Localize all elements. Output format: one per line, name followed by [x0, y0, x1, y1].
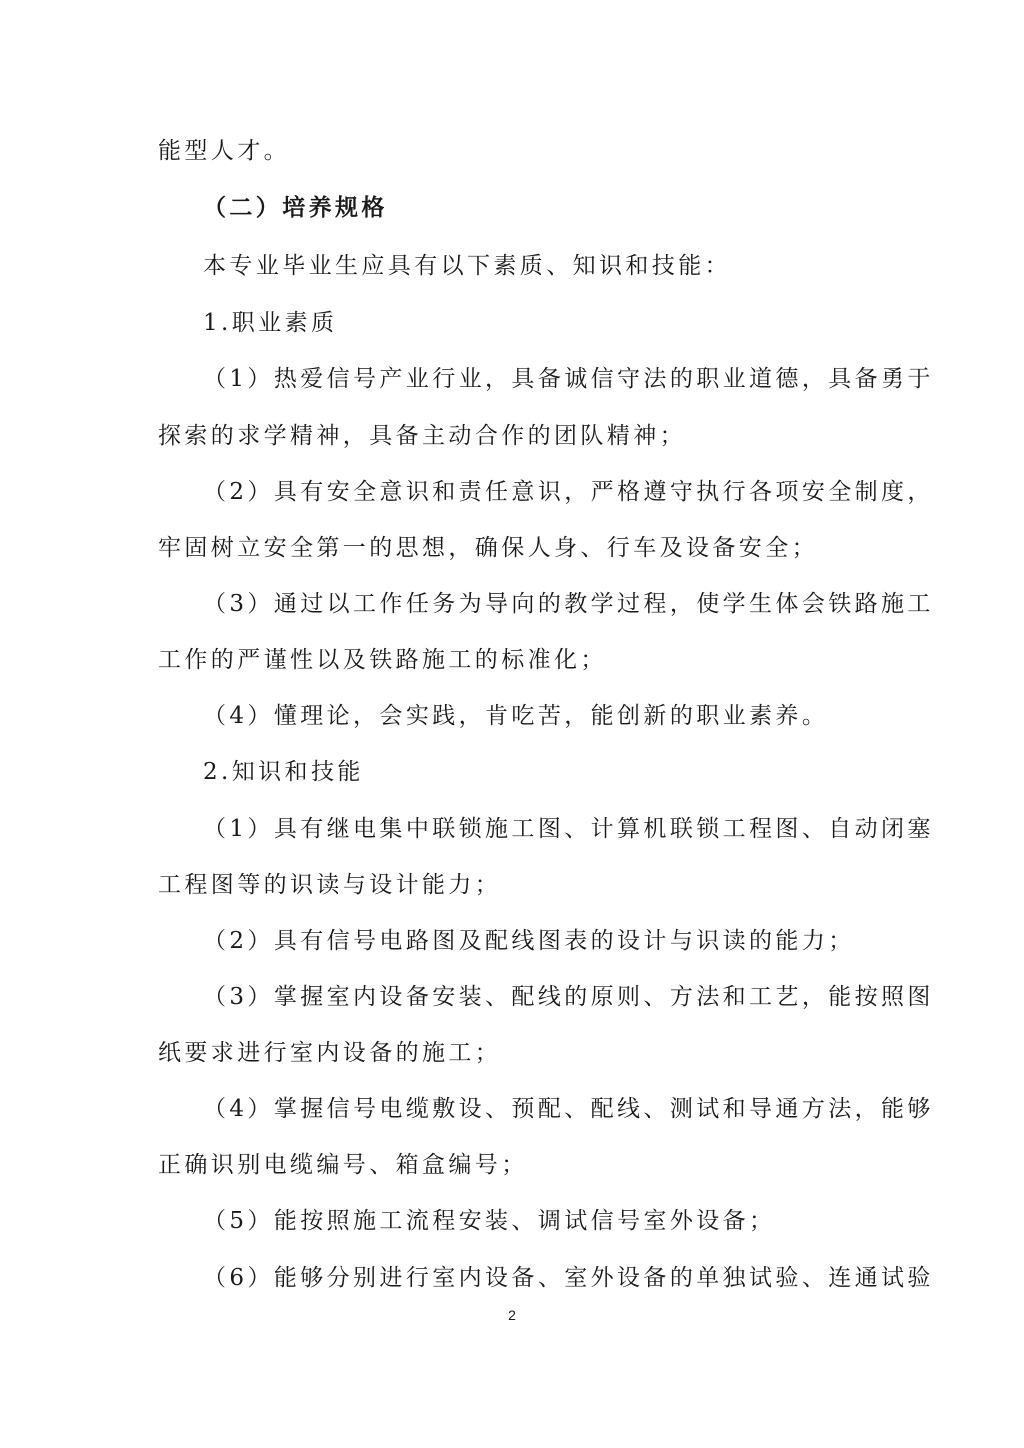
text-line: （2）具有信号电路图及配线图表的设计与识读的能力；	[203, 928, 855, 954]
text-line: 工程图等的识读与设计能力；	[158, 872, 502, 898]
text-line: （4）掌握信号电缆敷设、预配、配线、测试和导通方法，能够	[203, 1096, 934, 1122]
text-line: （4）懂理论，会实践，肯吃苦，能创新的职业素养。	[203, 703, 829, 729]
text-line: （3）通过以工作任务为导向的教学过程，使学生体会铁路施工	[203, 591, 934, 617]
subsection-heading: 2.知识和技能	[203, 759, 364, 785]
subsection-heading: 1.职业素质	[203, 310, 338, 336]
text-line: 能型人才。	[158, 138, 290, 164]
text-line: （1）热爱信号产业行业，具备诚信守法的职业道德，具备勇于	[203, 366, 934, 392]
text-line: 探索的求学精神，具备主动合作的团队精神；	[158, 423, 686, 449]
text-line: 正确识别电缆编号、箱盒编号；	[158, 1152, 528, 1178]
section-heading: （二）培养规格	[203, 194, 388, 221]
text-line: （6）能够分别进行室内设备、室外设备的单独试验、连通试验	[203, 1265, 934, 1291]
text-line: （3）掌握室内设备安装、配线的原则、方法和工艺，能按照图	[203, 984, 934, 1010]
text-line: 工作的严谨性以及铁路施工的标准化；	[158, 647, 607, 673]
text-line: （2）具有安全意识和责任意识，严格遵守执行各项安全制度，	[203, 479, 934, 505]
text-line: （1）具有继电集中联锁施工图、计算机联锁工程图、自动闭塞	[203, 816, 934, 842]
text-line: 牢固树立安全第一的思想，确保人身、行车及设备安全；	[158, 535, 818, 561]
page-number: 2	[508, 1307, 516, 1323]
text-line: （5）能按照施工流程安装、调试信号室外设备；	[203, 1208, 776, 1234]
text-line: 本专业毕业生应具有以下素质、知识和技能：	[203, 253, 731, 279]
text-line: 纸要求进行室内设备的施工；	[158, 1040, 502, 1066]
